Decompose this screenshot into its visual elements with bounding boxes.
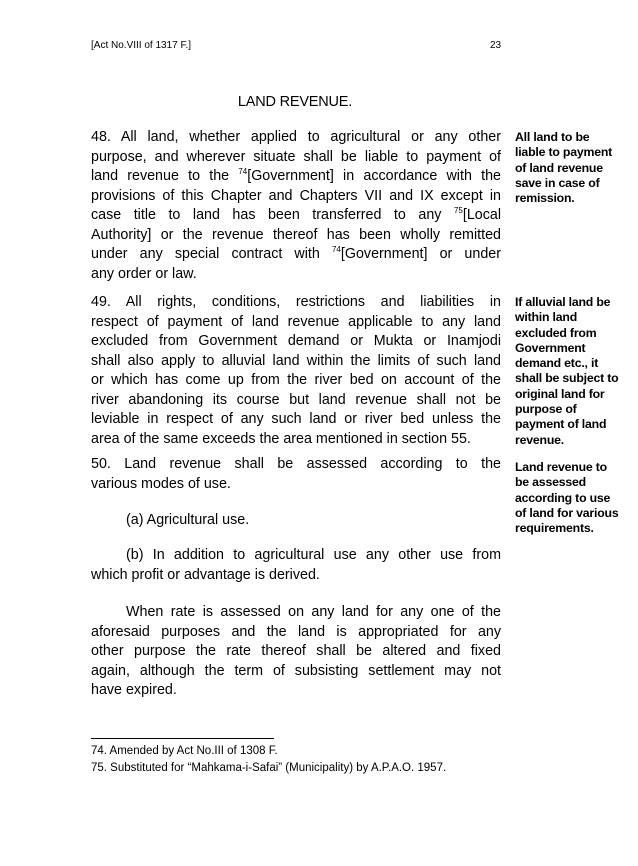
text-line: 49. All rights, conditions, restrictions and liabilities in bbox=[91, 294, 501, 310]
note-line: purpose of bbox=[515, 402, 577, 417]
text-line bbox=[91, 206, 501, 226]
marginal-note-48 bbox=[515, 130, 627, 206]
text-fragment: [Government] or under bbox=[340, 246, 501, 262]
text-line: shall also apply to alluvial land within the limits of such land bbox=[91, 352, 501, 369]
note-line: save in case of bbox=[515, 175, 600, 190]
text-line: again, although the term of subsisting settlement may not bbox=[91, 662, 501, 679]
text-line: any order or law. bbox=[91, 265, 197, 282]
text-fragment: [Government] in accordance with the bbox=[247, 168, 501, 184]
marginal-note-50 bbox=[515, 460, 627, 536]
note-line: of land revenue bbox=[515, 160, 603, 175]
page-title: LAND REVENUE. bbox=[237, 94, 353, 110]
text-line: river abandoning its course but land revenue shall not be bbox=[91, 391, 501, 408]
text-line: purpose, and wherever situate shall be liable to payment of bbox=[91, 148, 501, 165]
text-line: (a) Agricultural use. bbox=[126, 512, 250, 528]
text-line: provisions of this Chapter and Chapters VII and IX except in bbox=[91, 187, 501, 204]
text-line: 48. All land, whether applied to agricultural or any other bbox=[91, 129, 501, 145]
clause-a bbox=[91, 511, 501, 531]
note-line: shall be subject to bbox=[515, 371, 619, 386]
text-line: other purpose the rate thereof shall be altered and fixed bbox=[91, 643, 501, 659]
note-line: within land bbox=[515, 310, 578, 325]
note-line: liable to payment bbox=[515, 145, 613, 160]
note-line: according to use bbox=[515, 490, 611, 505]
section-50-text bbox=[91, 455, 501, 494]
note-line: requirements. bbox=[515, 521, 594, 536]
footnote-ref: 75 bbox=[453, 206, 463, 215]
note-line: remission. bbox=[515, 191, 575, 206]
text-fragment: [Local bbox=[462, 207, 501, 223]
text-line: or which has come up from the river bed on account of the bbox=[91, 372, 501, 388]
text-line bbox=[91, 245, 501, 265]
text-line: respect of payment of land revenue applicable to any land bbox=[91, 313, 501, 330]
section-48-text bbox=[91, 128, 501, 284]
text-line bbox=[91, 167, 501, 187]
text-line: area of the same exceeds the area mentioned in section 55. bbox=[91, 430, 471, 447]
note-line: of land for various bbox=[515, 505, 619, 520]
note-line: excluded from bbox=[515, 325, 597, 340]
text-line: When rate is assessed on any land for any one of the bbox=[126, 604, 501, 620]
footnote-74: 74. Amended by Act No.III of 1308 F. bbox=[91, 745, 278, 757]
footnote-ref: 74 bbox=[331, 245, 341, 254]
text-line: have expired. bbox=[91, 682, 177, 698]
footnote-75: 75. Substituted for “Mahkama-i-Safai” (Municipality) by A.P.A.O. 1957. bbox=[91, 762, 447, 774]
clause-b bbox=[91, 546, 501, 585]
note-line: be assessed bbox=[515, 475, 586, 490]
footnote-divider bbox=[91, 738, 274, 739]
text-line: which profit or advantage is derived. bbox=[91, 566, 320, 583]
page-number: 23 bbox=[490, 40, 502, 51]
note-line: If alluvial land be bbox=[515, 295, 611, 309]
footnote-ref: 74 bbox=[238, 167, 248, 176]
text-line: (b) In addition to agricultural use any other use from bbox=[126, 547, 501, 563]
text-fragment: case title to land has been transferred to any bbox=[91, 207, 454, 223]
note-line: All land to be bbox=[515, 130, 590, 144]
note-line: revenue. bbox=[515, 432, 564, 447]
text-fragment: land revenue to the bbox=[91, 168, 239, 184]
text-line: 50. Land revenue shall be assessed according to the bbox=[91, 456, 501, 472]
text-line: Authority] or the revenue thereof has been wholly remitted bbox=[91, 226, 501, 243]
section-49-text bbox=[91, 293, 501, 449]
text-fragment: under any special contract with bbox=[91, 246, 332, 262]
text-line: excluded from Government demand or Mukta or Inamjodi bbox=[91, 333, 501, 349]
text-line: aforesaid purposes and the land is appropriated for any bbox=[91, 623, 501, 640]
note-line: Land revenue to bbox=[515, 460, 607, 474]
marginal-note-49 bbox=[515, 295, 627, 448]
text-line: leviable in respect of any such land or river bed unless the bbox=[91, 411, 501, 427]
note-line: payment of land bbox=[515, 417, 607, 432]
note-line: demand etc., it bbox=[515, 356, 599, 371]
note-line: Government bbox=[515, 340, 586, 355]
act-reference-header: [Act No.VIII of 1317 F.] bbox=[91, 40, 192, 51]
text-line: various modes of use. bbox=[91, 475, 231, 492]
section-50-paragraph bbox=[91, 603, 501, 701]
note-line: original land for bbox=[515, 386, 605, 401]
